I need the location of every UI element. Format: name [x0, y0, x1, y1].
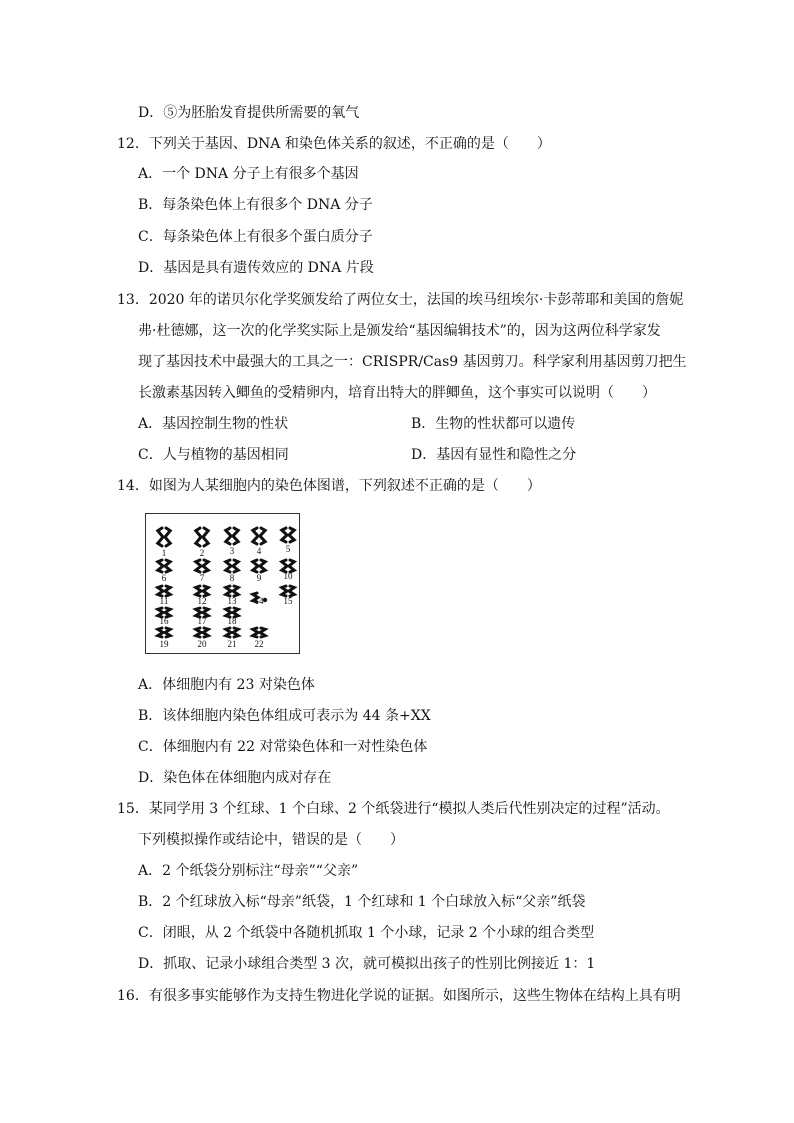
chromatid-left [158, 586, 163, 596]
chromosome-pair-13 [226, 586, 238, 596]
q13-stem-line-2: 弗·杜德娜，这一次的化学奖实际上是颁发给“基因编辑技术”的，因为这两位科学家发 [138, 323, 661, 339]
q15-stem-line-1: 15．某同学用 3 个红球、1 个白球、2 个纸袋进行“模拟人类后代性别决定的过程”活动。 [117, 801, 670, 817]
chromosome-pair-9 [253, 560, 265, 572]
q14-stem: 14．如图为人某细胞内的染色体图谱，下列叙述不正确的是（ ） [117, 478, 541, 494]
chromosome-pair-20 [196, 628, 208, 637]
chromatid-right [260, 560, 265, 572]
chromatid-right [203, 528, 208, 546]
q14-option-b: B．该体细胞内染色体组成可表示为 44 条+XX [138, 708, 431, 724]
chromatid-right [289, 528, 294, 542]
karyotype-number: 12 [197, 596, 207, 606]
karyotype-number: 17 [197, 616, 207, 626]
karyotype-number: 5 [285, 544, 291, 554]
chromosome-pair-3 [226, 528, 238, 544]
karyotype-number: 4 [256, 546, 262, 556]
chromatid-left [282, 528, 287, 542]
chromatid-right [233, 628, 238, 637]
chromatid-left [196, 528, 201, 546]
karyotype-number: 11 [159, 596, 169, 606]
q13-option-c: C．人与植物的基因相同 [138, 447, 289, 463]
chromosome-pair-19 [158, 628, 170, 637]
karyotype-number: 7 [199, 573, 205, 583]
karyotype-number: 6 [161, 573, 167, 583]
karyotype-number: 19 [159, 639, 169, 649]
chromatid-right [289, 586, 294, 596]
chromatid-right [165, 628, 170, 637]
q11-option-d: D．⑤为胚胎发育提供所需要的氧气 [138, 105, 360, 121]
q13-option-b: B．生物的性状都可以遗传 [411, 416, 576, 432]
chromosome-pair-2 [196, 528, 208, 546]
q12-option-d: D．基因是具有遗传效应的 DNA 片段 [138, 260, 374, 276]
chromatid-left [253, 528, 258, 544]
q15-option-a: A．2 个纸袋分别标注“母亲”“父亲” [138, 863, 359, 879]
karyotype-number: 13 [227, 596, 237, 606]
chromosome-pair-22 [253, 628, 265, 637]
q12-option-b: B．每条染色体上有很多个 DNA 分子 [138, 197, 373, 213]
chromatid-left [253, 560, 258, 572]
chromatid-left [282, 586, 287, 596]
chromosome-pair-4 [253, 528, 265, 544]
karyotype-number: 2 [199, 548, 205, 558]
chromatid-left [226, 586, 231, 596]
q15-stem-line-2: 下列模拟操作或结论中，错误的是（ ） [138, 832, 404, 848]
q13-option-d: D．基因有显性和隐性之分 [411, 447, 577, 463]
chromosome-pair-6 [158, 560, 170, 572]
karyotype-diagram [146, 514, 301, 655]
karyotype-number: 8 [229, 573, 235, 583]
chromatid-left [226, 528, 231, 544]
karyotype-number: 9 [256, 573, 262, 583]
q12-option-c: C．每条染色体上有很多个蛋白质分子 [138, 229, 373, 245]
chromatid-right [165, 528, 170, 546]
chromosome-pair-15 [282, 586, 294, 596]
q12-option-a: A．一个 DNA 分子上有很多个基因 [138, 166, 359, 182]
q15-option-d: D．抓取、记录小球组合类型 3 次，就可模拟出孩子的性别比例接近 1：1 [138, 956, 596, 972]
karyotype-number: 18 [227, 616, 237, 626]
karyotype-number: 10 [283, 571, 293, 581]
q13-option-a: A．基因控制生物的性状 [138, 416, 289, 432]
karyotype-number: 15 [283, 596, 293, 606]
q16-stem-line-1: 16．有很多事实能够作为支持生物进化学说的证据。如图所示，这些生物体在结构上具有明 [117, 988, 681, 1004]
chromatid-right [203, 560, 208, 572]
q14-option-c: C．体细胞内有 22 对常染色体和一对性染色体 [138, 739, 428, 755]
chromosome-pair-8 [226, 560, 238, 572]
karyotype-number: 22 [254, 639, 264, 649]
q13-stem-line-3: 现了基因技术中最强大的工具之一：CRISPR/Cas9 基因剪刀。科学家利用基因剪刀把生 [138, 354, 687, 370]
chromatid-right [203, 628, 208, 637]
chromatid-left [158, 560, 163, 572]
karyotype-number: 3 [229, 546, 235, 556]
chromatid-left [226, 560, 231, 572]
karyotype-number: 1 [161, 548, 167, 558]
chromatid-right [165, 586, 170, 596]
q13-stem-line-4: 长激素基因转入鲫鱼的受精卵内，培育出特大的胖鲫鱼，这个事实可以说明（ ） [138, 385, 656, 401]
chromosome-pair-1 [158, 528, 170, 546]
chromatid-right [233, 560, 238, 572]
q15-option-b: B．2 个红球放入标“母亲”纸袋，1 个红球和 1 个白球放入标“父亲”纸袋 [138, 894, 586, 910]
q12-stem: 12．下列关于基因、DNA 和染色体关系的叙述，不正确的是（ ） [117, 136, 551, 152]
chromosome-pair-7 [196, 560, 208, 572]
chromatid-right [260, 528, 265, 544]
chromosome-pair-5 [282, 528, 294, 542]
q14-option-a: A．体细胞内有 23 对染色体 [138, 677, 315, 693]
q15-option-c: C．闭眼，从 2 个纸袋中各随机抓取 1 个小球，记录 2 个小球的组合类型 [138, 925, 595, 941]
chromatid-right [165, 560, 170, 572]
chromatid-left [196, 586, 201, 596]
karyotype-number: 14 [254, 596, 264, 606]
karyotype-number: 20 [197, 639, 207, 649]
chromosome-pair-11 [158, 586, 170, 596]
chromatid-right [260, 628, 265, 637]
karyotype-number: 21 [227, 639, 237, 649]
karyotype-figure [145, 513, 300, 654]
chromatid-right [233, 528, 238, 544]
chromatid-left [158, 528, 163, 546]
q14-option-d: D．染色体在体细胞内成对存在 [138, 770, 332, 786]
chromatid-right [233, 586, 238, 596]
chromosome-pair-21 [226, 628, 238, 637]
chromatid-left [196, 560, 201, 572]
chromosome-pair-12 [196, 586, 208, 596]
karyotype-number: 16 [159, 616, 169, 626]
chromatid-right [203, 586, 208, 596]
q13-stem-line-1: 13．2020 年的诺贝尔化学奖颁发给了两位女士，法国的埃马纽埃尔·卡彭蒂耶和美国的詹妮 [117, 292, 684, 308]
